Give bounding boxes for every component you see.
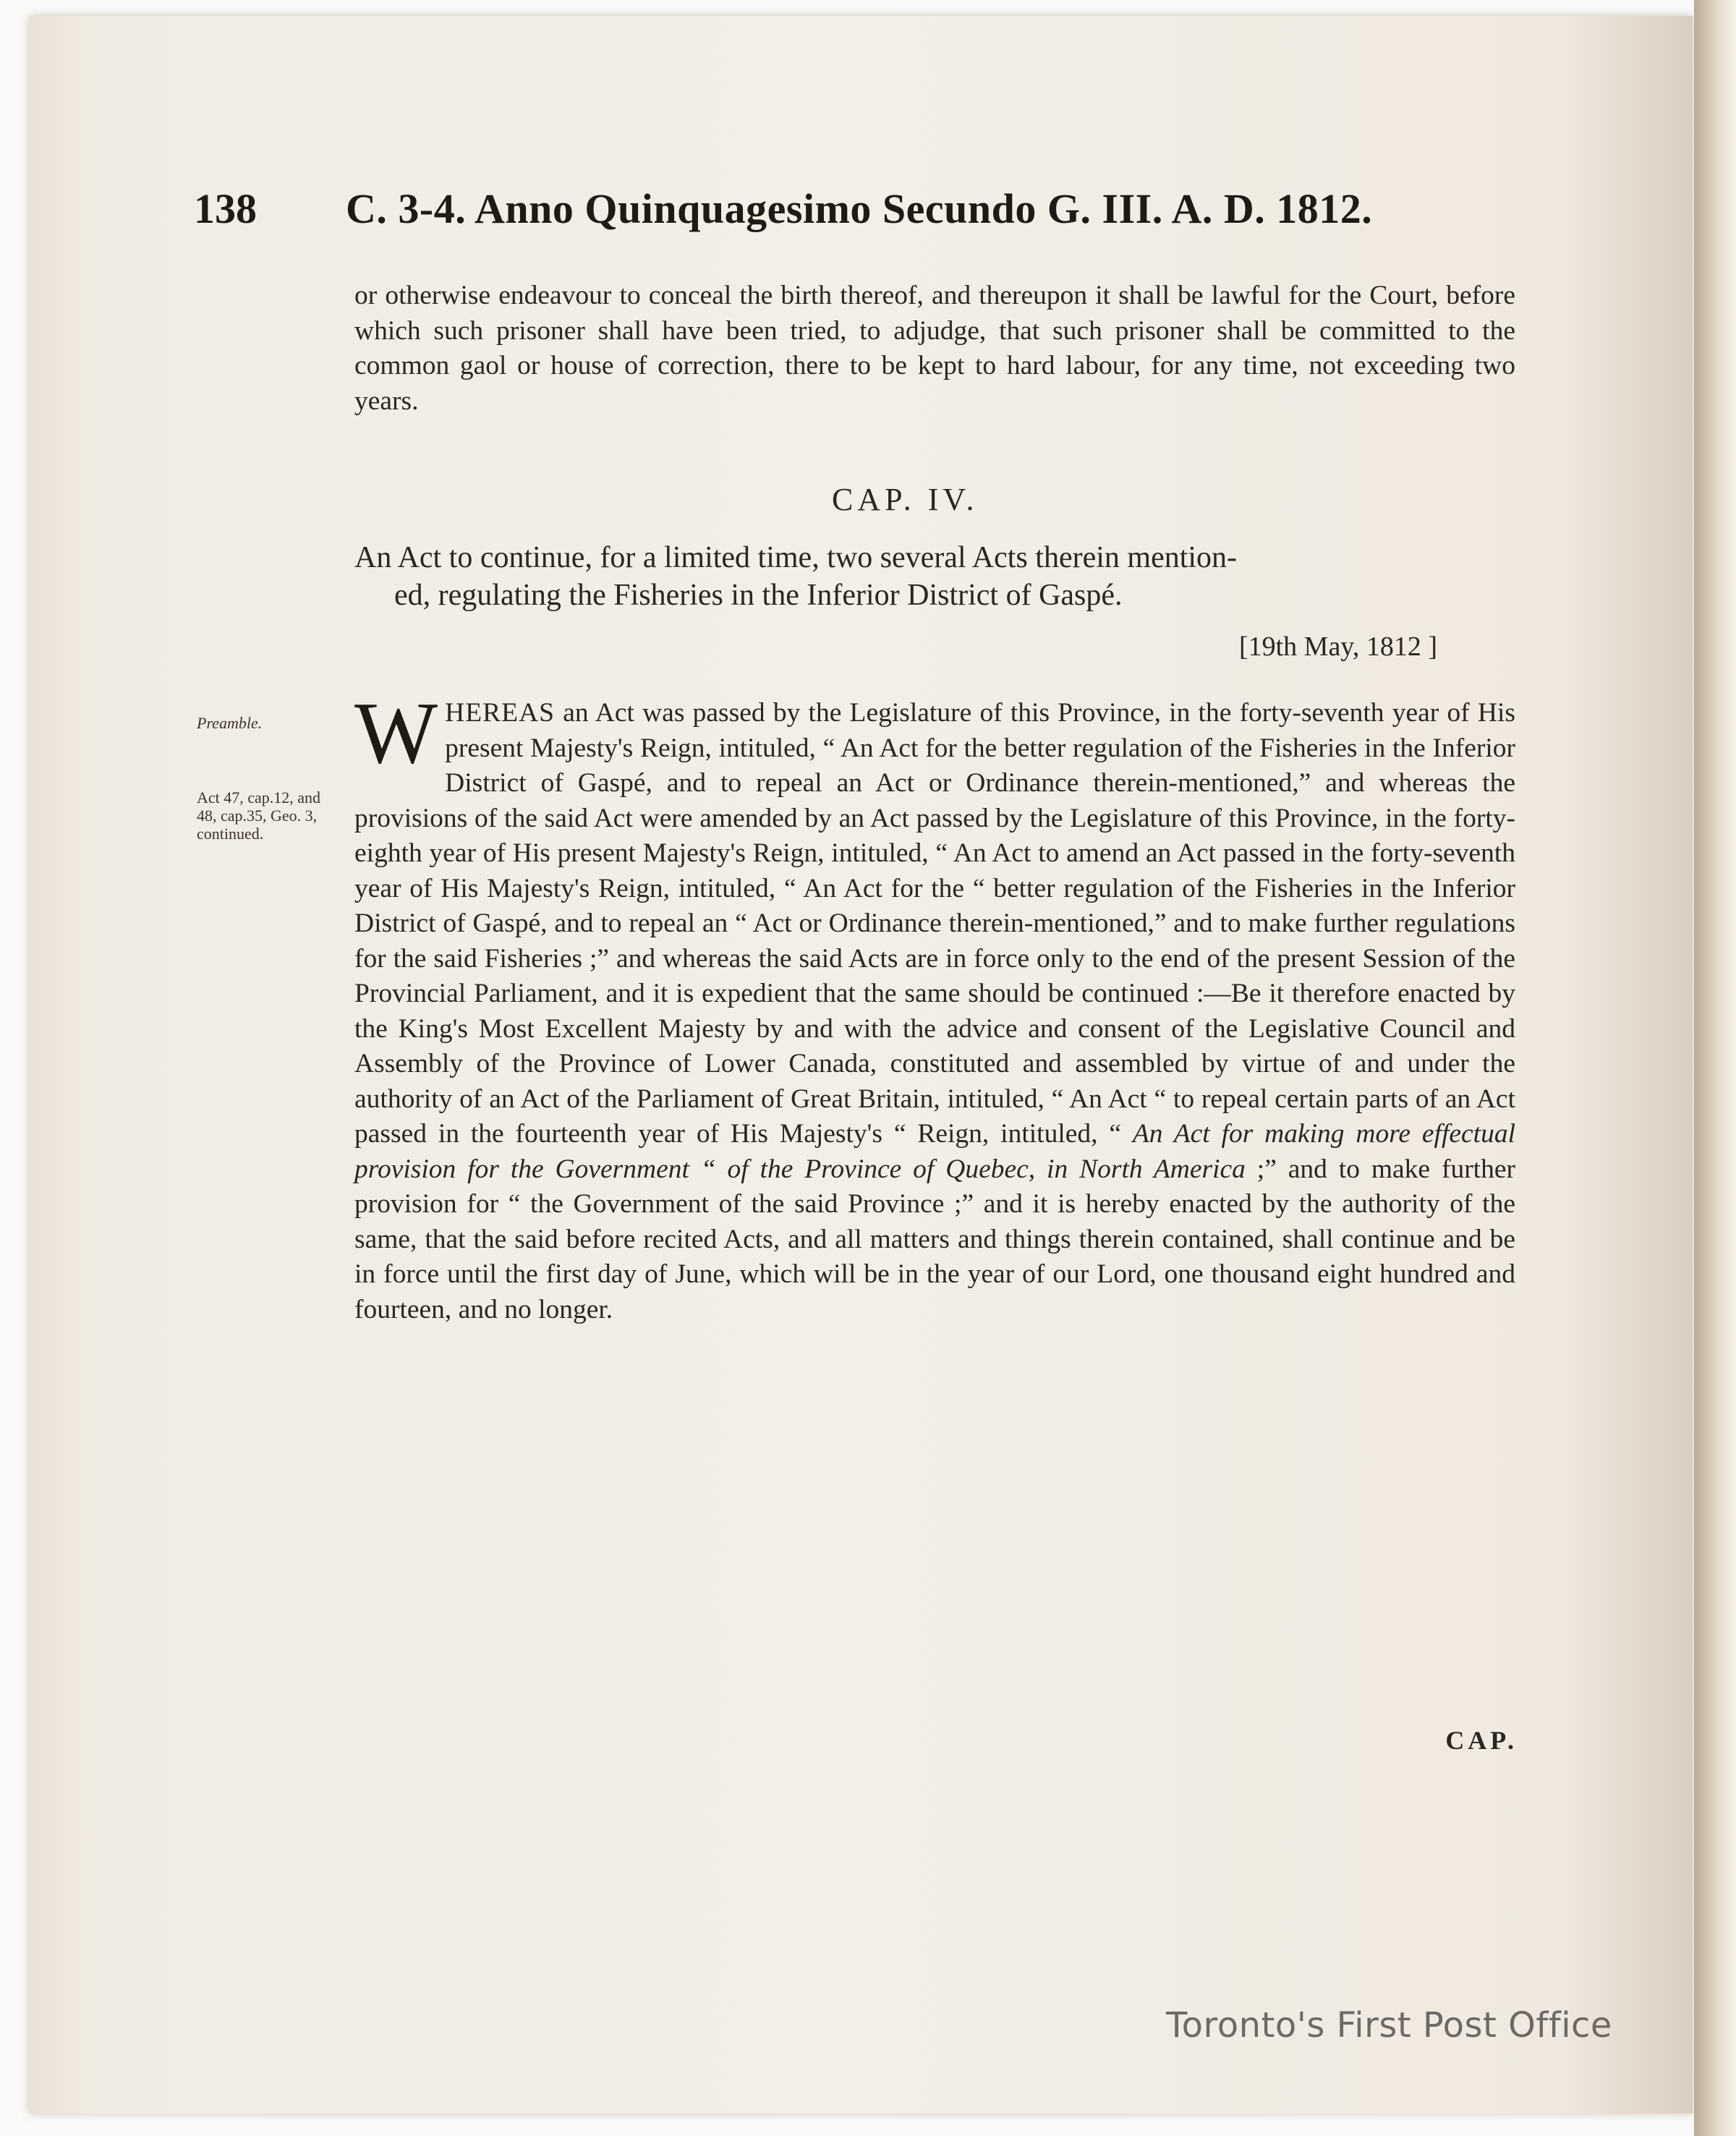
page-number: 138 — [194, 185, 257, 232]
page-edge-shadow — [1694, 0, 1736, 2136]
drop-cap: W — [354, 684, 438, 782]
continuation-text: or otherwise endeavour to conceal the birth thereof, and thereupon it shall be lawful for the Court, before which such prisoner shall have been tried, to adjudge, that such prisoner shall be committed to the common gaol or house of correction, there to be kept to hard labour, for any time, not exceeding two years. — [354, 281, 1515, 416]
catchword: CAP. — [1445, 1726, 1518, 1755]
act-title — [354, 539, 1515, 614]
margin-note-act-reference: Act 47, cap.12, and 48, cap.35, Geo. 3, continued. — [197, 788, 321, 843]
main-text-part-2: ;” and to make further provision for “ the Government of the said Province ;” and it is hereby enacted by the authority of the same, that the said before recited Acts, and all matters and things therein contained, shall continue and be in force until the first day of June, which will be in the year of our Lord, one thousand eight hundred and fourteen, and no longer. — [354, 1154, 1515, 1324]
act-title-line-1: An Act to continue, for a limited time, two several Acts therein mention- — [354, 541, 1238, 574]
act-title-line-2: ed, regulating the Fisheries in the Inferior District of Gaspé. — [394, 579, 1123, 612]
page-header — [194, 184, 1518, 242]
running-head: C. 3-4. Anno Quinquagesimo Secundo G. III. A. D. 1812. — [346, 185, 1373, 232]
main-paragraph — [354, 684, 1516, 1327]
opening-word: HEREAS — [445, 698, 555, 728]
main-text-part-1: an Act was passed by the Legislature of this Province, in the forty-seventh year of His present Majesty's Reign, intituled, “ An Act for the better regulation of the Fisheries in the Inferior District of Gaspé, and to repeal an Act or Ordinance therein-mentioned,” and whereas the provisions of the said Act were amended by an Act passed by the Legislature of this Province, in the forty-eighth year of His present Majesty's Reign, intituled, “ An Act to amend an Act passed in the forty-seventh year of His Majesty's Reign, intituled, “ An Act for the “ better regulation of the Fisheries in the Inferior District of Gaspé, and to repeal an “ Act or Ordinance therein-mentioned,” and to make further regulations for the said Fisheries ;” and whereas the said Acts are in force only to the end of the present Session of the Provincial Parliament, and it is expedient that the same should be continued :—Be it therefore enacted by the King's Most Excellent Majesty by and with the advice and consent of the Legislative Council and Assembly of the Province of Lower Canada, constituted and assembled by virtue of and under the authority of an Act of the Parliament of Great Britain, intituled, “ An Act “ to repeal certain parts of an Act passed in the fourteenth year of His Majesty's “ Reign, intituled, “ — [354, 698, 1515, 1149]
continuation-paragraph — [354, 278, 1515, 419]
watermark-text: Toronto's First Post Office — [1166, 2005, 1612, 2046]
act-date: [19th May, 1812 ] — [1238, 631, 1437, 662]
main-text-italic: An Act for making more effectual provision for the Government “ of the Province of Quebec, in North America — [354, 1119, 1516, 1184]
main-text — [354, 684, 1516, 1327]
chapter-title: CAP. IV. — [832, 482, 979, 517]
margin-note-preamble: Preamble. — [197, 714, 263, 732]
